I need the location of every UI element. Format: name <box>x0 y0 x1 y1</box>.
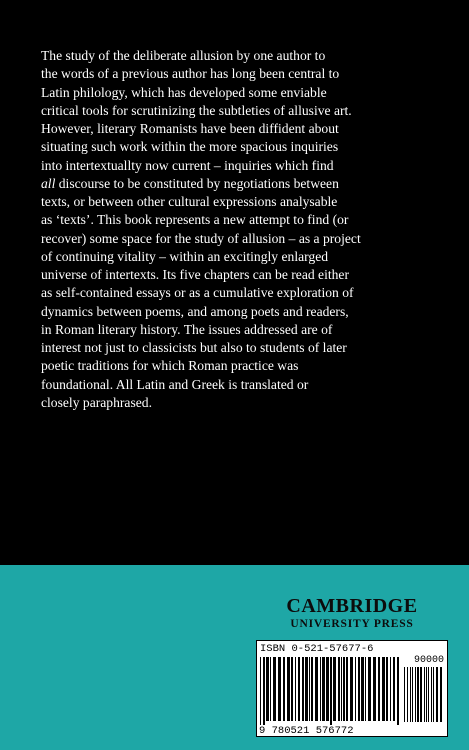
barcode-bar <box>278 657 281 721</box>
barcode-bar <box>309 657 310 721</box>
addon-barcode-graphic <box>404 667 444 722</box>
barcode-bar <box>302 657 304 721</box>
ean-barcode-graphic <box>260 657 400 725</box>
barcode-bar <box>343 657 345 721</box>
barcode-bar <box>260 657 261 725</box>
isbn-label: ISBN 0-521-57677-6 <box>260 643 374 655</box>
barcode-bar <box>382 657 385 721</box>
publisher-name: CAMBRIDGE <box>286 595 418 617</box>
back-cover-blurb <box>41 47 441 412</box>
blurb-line: dynamics between poems, and among poets and readers, <box>41 303 349 319</box>
barcode-bar <box>431 667 432 722</box>
ean-digits: 9 780521 576772 <box>259 725 354 737</box>
barcode-bar <box>365 657 366 721</box>
ean-barcode <box>260 657 400 725</box>
blurb-line: However, literary Romanists have been diffident about <box>41 121 339 136</box>
barcode-bar <box>393 657 395 721</box>
blurb-line: closely paraphrased. <box>41 394 152 410</box>
blurb-line: interest not just to classicists but also to students of later <box>41 340 347 355</box>
barcode-bar <box>358 657 360 721</box>
blurb-line: foundational. All Latin and Greek is translated or <box>41 376 309 392</box>
blurb-line: as ‘texts’. This book represents a new attempt to find (or <box>41 212 349 228</box>
barcode-bar <box>426 667 427 722</box>
barcode-bar <box>311 657 313 721</box>
barcode-bar <box>295 657 296 721</box>
blurb-line: Latin philology, which has developed some enviable <box>41 84 327 100</box>
blurb-line: the words of a previous author has long been central to <box>41 66 340 82</box>
barcode-bar <box>415 667 416 722</box>
barcode-bar <box>355 657 356 721</box>
barcode-bar <box>397 657 399 725</box>
blurb-line: texts, or between other cultural expressions analysable <box>41 194 338 209</box>
barcode-bar <box>410 667 411 722</box>
blurb-line: universe of intertexts. Its five chapters can be read either <box>41 267 349 282</box>
barcode-bar <box>338 657 340 721</box>
barcode-bar <box>420 667 422 722</box>
barcode-bar <box>322 657 325 721</box>
barcode-bar <box>283 657 285 721</box>
barcode-bar <box>287 657 290 721</box>
blurb-line: recover) some space for the study of allusion – as a project <box>41 230 361 246</box>
barcode-bar <box>428 667 429 722</box>
blurb-line: situating such work within the more spacious inquiries <box>41 139 339 155</box>
barcode-bar <box>263 657 265 725</box>
barcode-bar <box>291 657 293 721</box>
barcode-bar <box>433 667 434 722</box>
barcode-bar <box>417 667 419 722</box>
barcode-bar <box>378 657 380 721</box>
blurb-line: in Roman literary history. The issues addressed are of <box>41 321 333 337</box>
barcode-bar <box>440 667 442 722</box>
italic-line-rest: discourse to be constituted by negotiations between <box>55 175 339 191</box>
barcode-bar <box>266 657 269 721</box>
barcode-bar <box>373 657 376 721</box>
barcode-bar <box>350 657 353 721</box>
barcode-bar <box>386 657 388 721</box>
blurb-line: critical tools for scrutinizing the subtleties of allusive art. <box>41 102 352 118</box>
blurb-line: of continuing vitality – within an excitingly enlarged <box>41 248 329 264</box>
barcode-bar <box>333 657 336 721</box>
barcode-bar <box>424 667 425 722</box>
barcode-bar <box>298 657 300 721</box>
barcode-bar <box>412 667 413 722</box>
barcode-bar <box>390 657 391 721</box>
barcode-bar <box>341 657 342 721</box>
barcode-bar <box>320 657 321 721</box>
barcode-box <box>256 640 448 737</box>
barcode-bar <box>305 657 308 721</box>
barcode-bar <box>346 657 348 721</box>
barcode-bar <box>361 657 364 721</box>
barcode-bar <box>404 667 405 722</box>
barcode-bar <box>368 657 371 721</box>
publisher-press: UNIVERSITY PRESS <box>290 618 414 630</box>
addon-barcode <box>404 667 444 727</box>
barcode-bar <box>315 657 318 721</box>
addon-digits: 90000 <box>413 655 444 666</box>
barcode-bar <box>436 667 438 722</box>
publisher-logo <box>262 595 442 631</box>
barcode-bar <box>273 657 276 721</box>
blurb-line-italic <box>41 175 441 193</box>
blurb-line: as self-contained essays or as a cumulative exploration of <box>41 285 354 301</box>
barcode-bar <box>330 657 332 725</box>
barcode-bar <box>326 657 329 721</box>
blurb-line: poetic traditions for which Roman practice was <box>41 358 299 374</box>
blurb-line: The study of the deliberate allusion by one author to <box>41 48 326 63</box>
italic-word: all <box>41 175 56 191</box>
barcode-bar <box>407 667 408 722</box>
barcode-bar <box>270 657 271 721</box>
blurb-line: into intertextuallty now current – inquiries which find <box>41 157 334 173</box>
